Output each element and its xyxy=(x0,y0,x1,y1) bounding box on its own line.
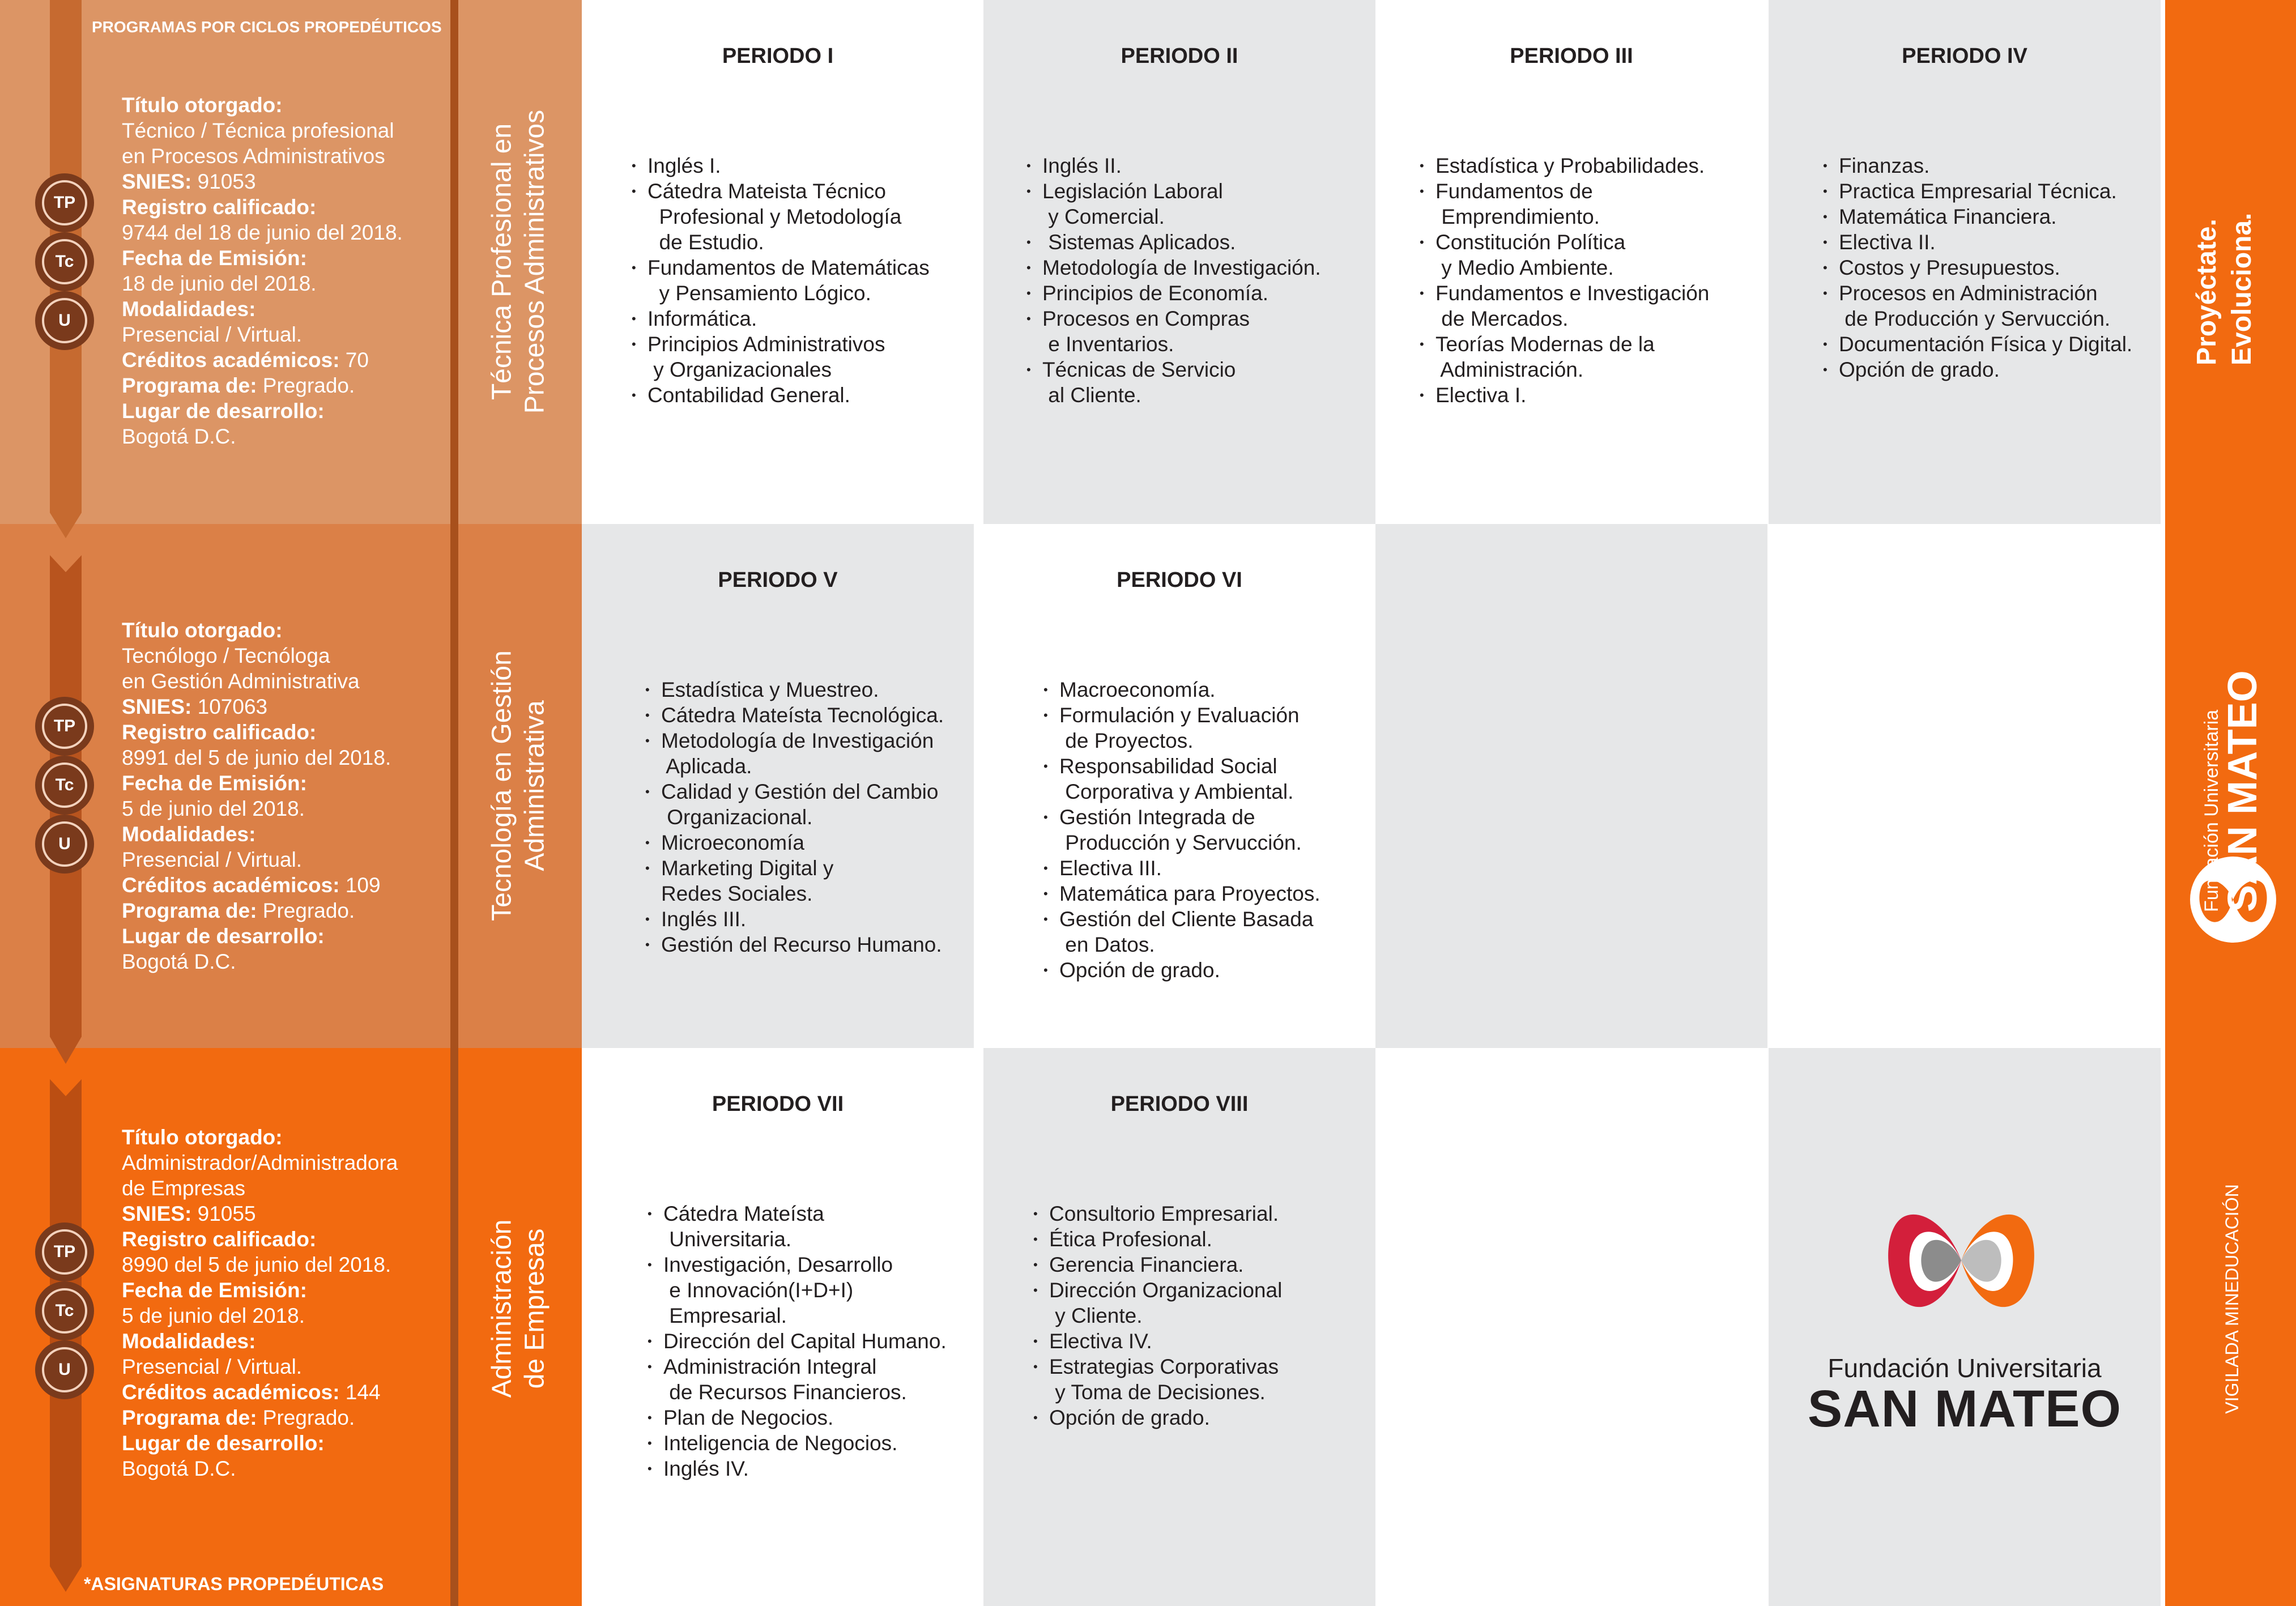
period-cell xyxy=(983,1048,1375,1606)
period-title: PERIODO VI xyxy=(1117,568,1242,592)
info-label: Registro calificado: xyxy=(122,721,317,744)
info-value: 70 xyxy=(339,348,369,372)
subject-item: • Gestión del Recurso Humano. xyxy=(645,932,944,957)
vigilada-label: VIGILADA MINEDUCACIÓN xyxy=(2222,1184,2242,1414)
info-label: Programa de: xyxy=(122,374,257,397)
subject-item: • Cátedra Mateísta Tecnológica. xyxy=(645,702,944,728)
info-value: Bogotá D.C. xyxy=(122,1457,236,1480)
info-row xyxy=(122,643,450,668)
info-row xyxy=(122,347,450,373)
subject-item: • Opción de grado. xyxy=(1823,357,2132,382)
info-value: de Empresas xyxy=(122,1177,245,1200)
info-label: Título otorgado: xyxy=(122,93,283,117)
info-label: Registro calificado: xyxy=(122,195,317,219)
info-row xyxy=(122,1150,450,1175)
empty-cell xyxy=(1375,524,1767,1048)
subject-list xyxy=(1026,153,1321,408)
info-value: 8990 del 5 de junio del 2018. xyxy=(122,1253,391,1276)
subject-item: • Principios Administrativos y Organizacionales xyxy=(632,331,930,382)
subject-item: • Legislación Laboral y Comercial. xyxy=(1026,178,1321,229)
san-mateo-logo-icon xyxy=(1879,1201,2043,1320)
info-row xyxy=(122,245,450,271)
footer-label: *ASIGNATURAS PROPEDÉUTICAS xyxy=(84,1574,384,1594)
subject-item: • Dirección Organizacional y Cliente. xyxy=(1033,1277,1282,1328)
period-cell xyxy=(582,0,974,524)
info-row xyxy=(122,194,450,220)
info-label: Lugar de desarrollo: xyxy=(122,1432,325,1455)
info-row xyxy=(122,296,450,322)
info-label: Fecha de Emisión: xyxy=(122,246,307,270)
logo-line2: SAN MATEO xyxy=(1807,1380,2122,1438)
subject-item: • Metodología de Investigación. xyxy=(1026,255,1321,280)
subject-item: • Informática. xyxy=(632,306,930,331)
info-value: Presencial / Virtual. xyxy=(122,848,303,871)
program-title-2: Tecnología en Gestión Administrativa xyxy=(487,650,550,921)
info-label: Modalidades: xyxy=(122,297,256,321)
info-row xyxy=(122,322,450,347)
subject-item: • Técnicas de Servicio al Cliente. xyxy=(1026,357,1321,408)
column-divider xyxy=(450,0,458,1606)
badge-tp: TP xyxy=(35,697,94,756)
info-value: Pregrado. xyxy=(257,899,355,922)
subject-item: • Gerencia Financiera. xyxy=(1033,1252,1282,1277)
info-label: Programa de: xyxy=(122,1406,257,1429)
period-cell xyxy=(1375,0,1767,524)
info-row xyxy=(122,398,450,424)
info-label: Título otorgado: xyxy=(122,619,283,642)
subject-item: • Matemática Financiera. xyxy=(1823,204,2132,229)
period-cell xyxy=(983,0,1375,524)
subject-list xyxy=(1823,153,2132,382)
badge-u: U xyxy=(35,291,94,350)
info-value: Bogotá D.C. xyxy=(122,425,236,448)
subject-item: • Electiva I. xyxy=(1420,382,1709,408)
period-title: PERIODO II xyxy=(1121,44,1238,68)
period-title: PERIODO V xyxy=(718,568,838,592)
info-label: SNIES: xyxy=(122,170,192,193)
badge-tp: TP xyxy=(35,173,94,232)
info-value: 91053 xyxy=(191,170,256,193)
info-row xyxy=(122,1252,450,1277)
info-label: Título otorgado: xyxy=(122,1126,283,1149)
subject-item: • Administración Integral de Recursos Financieros. xyxy=(648,1354,947,1405)
program-title-3: Administración de Empresas xyxy=(487,1219,550,1398)
info-value: 9744 del 18 de junio del 2018. xyxy=(122,221,403,244)
info-value: 107063 xyxy=(191,695,268,718)
subject-item: • Procesos en Administración de Producción y Servucción. xyxy=(1823,280,2132,331)
info-row xyxy=(122,923,450,949)
subject-item: • Inteligencia de Negocios. xyxy=(648,1430,947,1456)
info-row xyxy=(122,220,450,245)
info-row xyxy=(122,719,450,745)
info-label: Modalidades: xyxy=(122,1330,256,1353)
subject-item: • Practica Empresarial Técnica. xyxy=(1823,178,2132,204)
empty-cell xyxy=(1769,524,2161,1048)
badge-tc: Tc xyxy=(35,1281,94,1340)
badge-tp: TP xyxy=(35,1222,94,1281)
info-row xyxy=(122,898,450,923)
info-row xyxy=(122,745,450,770)
info-label: Créditos académicos: xyxy=(122,348,340,372)
subject-list xyxy=(645,677,944,957)
subject-item: • Fundamentos de Emprendimiento. xyxy=(1420,178,1709,229)
subject-item: • Contabilidad General. xyxy=(632,382,930,408)
subject-item: • Formulación y Evaluación de Proyectos. xyxy=(1043,702,1320,753)
info-row xyxy=(122,617,450,643)
info-row xyxy=(122,169,450,194)
subject-item: • Inglés I. xyxy=(632,153,930,178)
subject-item: • Inglés II. xyxy=(1026,153,1321,178)
badge-u: U xyxy=(35,815,94,874)
subject-list xyxy=(632,153,930,408)
info-value: 5 de junio del 2018. xyxy=(122,797,305,820)
info-row xyxy=(122,796,450,821)
info-row xyxy=(122,1226,450,1252)
subject-item: • Opción de grado. xyxy=(1033,1405,1282,1430)
info-row xyxy=(122,847,450,872)
badge-u: U xyxy=(35,1340,94,1399)
info-value: 91055 xyxy=(191,1202,256,1225)
info-row xyxy=(122,1201,450,1226)
info-row xyxy=(122,1456,450,1481)
subject-item: • Estadística y Muestreo. xyxy=(645,677,944,702)
info-row xyxy=(122,1124,450,1150)
period-title: PERIODO IV xyxy=(1902,44,2027,68)
period-title: PERIODO VIII xyxy=(1110,1092,1249,1116)
period-cell xyxy=(1769,0,2161,524)
info-row xyxy=(122,770,450,796)
info-value: Presencial / Virtual. xyxy=(122,1355,303,1378)
info-label: Lugar de desarrollo: xyxy=(122,925,325,948)
info-row xyxy=(122,1328,450,1354)
subject-item: • Ética Profesional. xyxy=(1033,1226,1282,1252)
info-value: 144 xyxy=(339,1381,381,1404)
subject-item: • Opción de grado. xyxy=(1043,957,1320,983)
subject-item: • Inglés III. xyxy=(645,906,944,932)
subject-item: • Teorías Modernas de la Administración. xyxy=(1420,331,1709,382)
info-label: Programa de: xyxy=(122,899,257,922)
info-row xyxy=(122,872,450,898)
info-row xyxy=(122,1175,450,1201)
info-row xyxy=(122,143,450,169)
subject-item: • Gestión del Cliente Basada en Datos. xyxy=(1043,906,1320,957)
subject-item: • Constitución Política y Medio Ambiente. xyxy=(1420,229,1709,280)
slogan: Proyéctate. Evoluciona. xyxy=(2192,212,2257,365)
info-row xyxy=(122,1277,450,1303)
info-row xyxy=(122,1354,450,1379)
info-row xyxy=(122,1405,450,1430)
info-label: Modalidades: xyxy=(122,823,256,846)
info-value: Bogotá D.C. xyxy=(122,950,236,973)
info-value: Técnico / Técnica profesional xyxy=(122,119,394,142)
badge-tc: Tc xyxy=(35,232,94,291)
info-value: Administrador/Administradora xyxy=(122,1151,398,1174)
subject-item: • Procesos en Compras e Inventarios. xyxy=(1026,306,1321,357)
info-row xyxy=(122,271,450,296)
info-value: 5 de junio del 2018. xyxy=(122,1304,305,1327)
info-label: Registro calificado: xyxy=(122,1228,317,1251)
subject-item: • Inglés IV. xyxy=(648,1456,947,1481)
subject-item: • Macroeconomía. xyxy=(1043,677,1320,702)
info-row xyxy=(122,668,450,694)
info-value: 8991 del 5 de junio del 2018. xyxy=(122,746,391,769)
info-value: Pregrado. xyxy=(257,1406,355,1429)
badge-tc: Tc xyxy=(35,756,94,815)
logo-line1: Fundación Universitaria xyxy=(1828,1353,2102,1383)
subject-item: • Finanzas. xyxy=(1823,153,2132,178)
subject-list xyxy=(1033,1201,1282,1430)
info-row xyxy=(122,1303,450,1328)
info-row xyxy=(122,821,450,847)
subject-item: • Consultorio Empresarial. xyxy=(1033,1201,1282,1226)
period-cell xyxy=(983,524,1375,1048)
subject-item: • Cátedra Mateísta Universitaria. xyxy=(648,1201,947,1252)
info-value: 109 xyxy=(339,874,381,897)
subject-item: • Principios de Economía. xyxy=(1026,280,1321,306)
info-row xyxy=(122,424,450,449)
period-title: PERIODO III xyxy=(1510,44,1633,68)
info-row xyxy=(122,1379,450,1405)
subject-item: • Marketing Digital y Redes Sociales. xyxy=(645,855,944,906)
subject-item: • Gestión Integrada de Producción y Servucción. xyxy=(1043,804,1320,855)
info-value: en Procesos Administrativos xyxy=(122,144,385,168)
right-band-edge xyxy=(2162,0,2165,1606)
subject-list xyxy=(1043,677,1320,983)
info-value: 18 de junio del 2018. xyxy=(122,272,317,295)
subject-item: • Costos y Presupuestos. xyxy=(1823,255,2132,280)
info-row xyxy=(122,694,450,719)
info-label: Lugar de desarrollo: xyxy=(122,399,325,423)
info-value: Tecnólogo / Tecnóloga xyxy=(122,644,330,667)
subject-item: • Calidad y Gestión del Cambio Organizacional. xyxy=(645,779,944,830)
side-logo-text: Fundación Universitaria SAN MATEO xyxy=(2201,670,2265,912)
empty-cell xyxy=(1375,1048,1767,1606)
program-info-3 xyxy=(122,1124,450,1481)
info-label: Fecha de Emisión: xyxy=(122,1279,307,1302)
info-row xyxy=(122,92,450,118)
subject-item: • Documentación Física y Digital. xyxy=(1823,331,2132,357)
info-value: en Gestión Administrativa xyxy=(122,670,360,693)
subject-item: • Electiva III. xyxy=(1043,855,1320,881)
info-row xyxy=(122,373,450,398)
subject-item: • Fundamentos e Investigación de Mercados. xyxy=(1420,280,1709,331)
subject-item: • Plan de Negocios. xyxy=(648,1405,947,1430)
info-label: Fecha de Emisión: xyxy=(122,772,307,795)
subject-item: • Electiva IV. xyxy=(1033,1328,1282,1354)
info-value: Pregrado. xyxy=(257,374,355,397)
info-label: Créditos académicos: xyxy=(122,1381,340,1404)
header-label: PROGRAMAS POR CICLOS PROPEDÉUTICOS xyxy=(92,18,442,36)
info-row xyxy=(122,949,450,974)
subject-item: • Metodología de Investigación Aplicada. xyxy=(645,728,944,779)
info-row xyxy=(122,118,450,143)
subject-item: • Investigación, Desarrollo e Innovación(I+D+I) Empresarial. xyxy=(648,1252,947,1328)
period-title: PERIODO VII xyxy=(712,1092,844,1116)
period-cell xyxy=(582,1048,974,1606)
subject-item: • Fundamentos de Matemáticas y Pensamiento Lógico. xyxy=(632,255,930,306)
info-label: Créditos académicos: xyxy=(122,874,340,897)
subject-item: • Cátedra Mateista Técnico Profesional y Metodología de Estudio. xyxy=(632,178,930,255)
subject-item: • Estadística y Probabilidades. xyxy=(1420,153,1709,178)
info-row xyxy=(122,1430,450,1456)
info-value: Presencial / Virtual. xyxy=(122,323,303,346)
period-cell xyxy=(582,524,974,1048)
subject-item: • Microeconomía xyxy=(645,830,944,855)
subject-item: • Responsabilidad Social Corporativa y Ambiental. xyxy=(1043,753,1320,804)
subject-list xyxy=(1420,153,1709,408)
info-label: SNIES: xyxy=(122,1202,192,1225)
subject-item: • Electiva II. xyxy=(1823,229,2132,255)
program-info-1 xyxy=(122,92,450,449)
subject-list xyxy=(648,1201,947,1481)
subject-item: • Matemática para Proyectos. xyxy=(1043,881,1320,906)
logo-cell xyxy=(1769,1048,2161,1606)
subject-item: • Sistemas Aplicados. xyxy=(1026,229,1321,255)
subject-item: • Dirección del Capital Humano. xyxy=(648,1328,947,1354)
program-title-1: Técnica Profesional en Procesos Administrativos xyxy=(487,109,550,414)
period-title: PERIODO I xyxy=(722,44,834,68)
subject-item: • Estrategias Corporativas y Toma de Decisiones. xyxy=(1033,1354,1282,1405)
info-label: SNIES: xyxy=(122,695,192,718)
program-info-2 xyxy=(122,617,450,974)
